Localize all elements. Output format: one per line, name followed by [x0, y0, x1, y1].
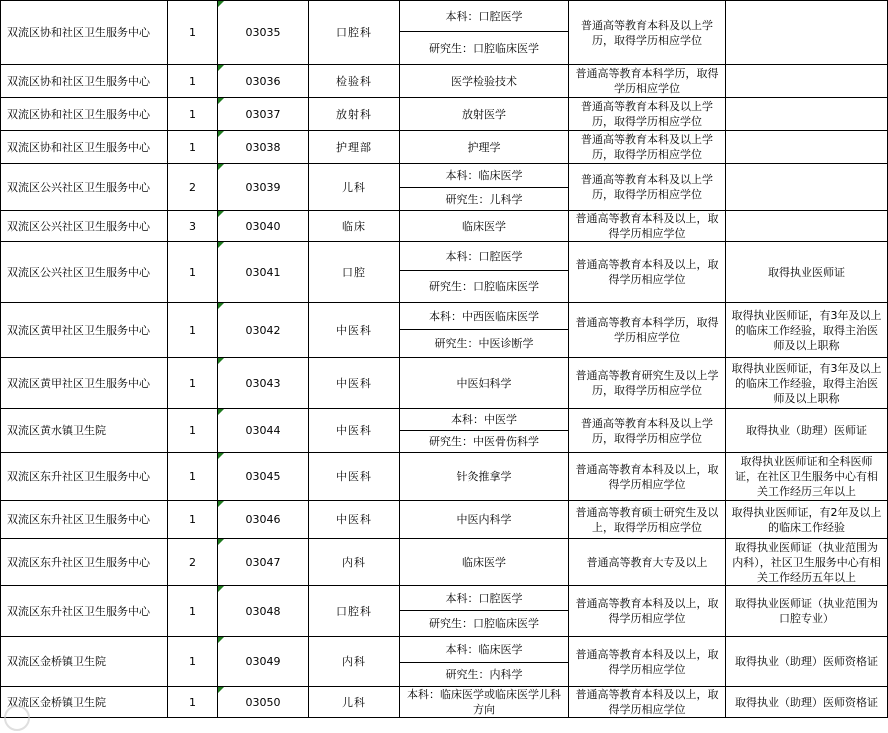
table-row	[1, 131, 888, 164]
count-cell[interactable]: 2	[168, 539, 218, 586]
conditions-cell[interactable]: 取得执业医师证，有3年及以上的临床工作经验，取得主治医师及以上职称	[726, 303, 888, 358]
department-cell[interactable]: 口腔科	[309, 586, 400, 637]
table-row	[1, 98, 888, 131]
major-cell[interactable]: 放射医学	[400, 98, 569, 131]
education-cell[interactable]: 普通高等教育本科及以上，取得学历相应学位	[569, 453, 726, 501]
unit-cell[interactable]: 双流区协和社区卫生服务中心	[1, 65, 168, 98]
unit-cell[interactable]: 双流区金桥镇卫生院	[1, 687, 168, 718]
major-cell[interactable]: 临床医学	[400, 211, 569, 242]
count-cell[interactable]: 1	[168, 586, 218, 637]
code-cell[interactable]: 03036	[218, 65, 309, 98]
code-cell[interactable]: 03038	[218, 131, 309, 164]
code-cell[interactable]: 03041	[218, 242, 309, 303]
education-cell[interactable]: 普通高等教育本科及以上学历，取得学历相应学位	[569, 131, 726, 164]
count-cell[interactable]: 1	[168, 1, 218, 65]
major-cell[interactable]: 研究生：口腔临床医学	[400, 611, 569, 637]
education-cell[interactable]: 普通高等教育本科及以上学历，取得学历相应学位	[569, 164, 726, 211]
count-cell[interactable]: 1	[168, 303, 218, 358]
table-row	[1, 164, 888, 188]
education-cell[interactable]: 普通高等教育本科学历，取得学历相应学位	[569, 303, 726, 358]
unit-cell[interactable]: 双流区黄甲社区卫生服务中心	[1, 358, 168, 409]
conditions-cell[interactable]: 取得执业（助理）医师证	[726, 409, 888, 453]
education-cell[interactable]: 普通高等教育本科及以上，取得学历相应学位	[569, 586, 726, 637]
department-cell[interactable]: 中医科	[309, 501, 400, 539]
department-cell[interactable]: 内科	[309, 539, 400, 586]
table-row	[1, 211, 888, 242]
unit-cell[interactable]: 双流区协和社区卫生服务中心	[1, 1, 168, 65]
department-cell[interactable]: 儿科	[309, 164, 400, 211]
code-cell[interactable]: 03046	[218, 501, 309, 539]
department-cell[interactable]: 内科	[309, 637, 400, 687]
unit-cell[interactable]: 双流区公兴社区卫生服务中心	[1, 242, 168, 303]
code-cell[interactable]: 03047	[218, 539, 309, 586]
education-cell[interactable]: 普通高等教育本科及以上，取得学历相应学位	[569, 242, 726, 303]
department-cell[interactable]: 口腔	[309, 242, 400, 303]
code-cell[interactable]: 03044	[218, 409, 309, 453]
department-cell[interactable]: 中医科	[309, 453, 400, 501]
conditions-cell[interactable]: 取得执业（助理）医师资格证	[726, 637, 888, 687]
table-row	[1, 358, 888, 409]
education-cell[interactable]: 普通高等教育本科及以上学历，取得学历相应学位	[569, 1, 726, 65]
count-cell[interactable]: 1	[168, 131, 218, 164]
unit-cell[interactable]: 双流区公兴社区卫生服务中心	[1, 164, 168, 211]
conditions-cell[interactable]: 取得执业医师证（执业范围为内科），社区卫生服务中心有相关工作经历五年以上	[726, 539, 888, 586]
department-cell[interactable]: 放射科	[309, 98, 400, 131]
conditions-cell[interactable]	[726, 131, 888, 164]
count-cell[interactable]: 1	[168, 242, 218, 303]
major-cell[interactable]: 研究生：中医诊断学	[400, 330, 569, 358]
education-cell[interactable]: 普通高等教育大专及以上	[569, 539, 726, 586]
unit-cell[interactable]: 双流区东升社区卫生服务中心	[1, 501, 168, 539]
count-cell[interactable]: 1	[168, 687, 218, 718]
major-cell[interactable]: 研究生：中医骨伤科学	[400, 431, 569, 453]
code-cell[interactable]: 03049	[218, 637, 309, 687]
conditions-cell[interactable]	[726, 98, 888, 131]
department-cell[interactable]: 中医科	[309, 358, 400, 409]
table-row	[1, 687, 888, 718]
conditions-cell[interactable]	[726, 164, 888, 211]
department-cell[interactable]: 护理部	[309, 131, 400, 164]
code-cell[interactable]: 03050	[218, 687, 309, 718]
table-row	[1, 586, 888, 611]
major-cell[interactable]: 本科：口腔医学	[400, 242, 569, 271]
major-cell[interactable]: 中医妇科学	[400, 358, 569, 409]
conditions-cell[interactable]	[726, 1, 888, 65]
code-cell[interactable]: 03048	[218, 586, 309, 637]
major-cell[interactable]: 研究生：儿科学	[400, 188, 569, 211]
department-cell[interactable]: 口腔科	[309, 1, 400, 65]
major-cell[interactable]: 本科：临床医学	[400, 637, 569, 663]
unit-cell[interactable]: 双流区东升社区卫生服务中心	[1, 539, 168, 586]
table-row	[1, 453, 888, 501]
code-cell[interactable]: 03045	[218, 453, 309, 501]
unit-cell[interactable]: 双流区协和社区卫生服务中心	[1, 98, 168, 131]
count-cell[interactable]: 1	[168, 98, 218, 131]
count-cell[interactable]: 3	[168, 211, 218, 242]
major-cell[interactable]: 中医内科学	[400, 501, 569, 539]
education-cell[interactable]: 普通高等教育研究生及以上学历，取得学历相应学位	[569, 358, 726, 409]
code-cell[interactable]: 03042	[218, 303, 309, 358]
education-cell[interactable]: 普通高等教育本科及以上学历，取得学历相应学位	[569, 409, 726, 453]
table-row	[1, 409, 888, 431]
major-cell[interactable]: 临床医学	[400, 539, 569, 586]
major-cell[interactable]: 针灸推拿学	[400, 453, 569, 501]
conditions-cell[interactable]	[726, 211, 888, 242]
code-cell[interactable]: 03039	[218, 164, 309, 211]
major-cell[interactable]: 研究生：口腔临床医学	[400, 32, 569, 65]
major-cell[interactable]: 本科：中医学	[400, 409, 569, 431]
table-row	[1, 501, 888, 539]
table-row	[1, 242, 888, 271]
conditions-cell[interactable]: 取得执业医师证，有3年及以上的临床工作经验，取得主治医师及以上职称	[726, 358, 888, 409]
conditions-cell[interactable]: 取得执业（助理）医师资格证	[726, 687, 888, 718]
major-cell[interactable]: 本科：口腔医学	[400, 586, 569, 611]
code-cell[interactable]: 03040	[218, 211, 309, 242]
unit-cell[interactable]: 双流区东升社区卫生服务中心	[1, 586, 168, 637]
code-cell[interactable]: 03037	[218, 98, 309, 131]
education-cell[interactable]: 普通高等教育硕士研究生及以上，取得学历相应学位	[569, 501, 726, 539]
education-cell[interactable]: 普通高等教育本科及以上，取得学历相应学位	[569, 211, 726, 242]
conditions-cell[interactable]: 取得执业医师证（执业范围为口腔专业）	[726, 586, 888, 637]
department-cell[interactable]: 中医科	[309, 303, 400, 358]
major-cell[interactable]: 医学检验技术	[400, 65, 569, 98]
watermark-logo-icon	[4, 705, 30, 731]
count-cell[interactable]: 1	[168, 409, 218, 453]
conditions-cell[interactable]: 取得执业医师证，有2年及以上的临床工作经验	[726, 501, 888, 539]
count-cell[interactable]: 1	[168, 65, 218, 98]
table-row	[1, 539, 888, 586]
table-body	[1, 1, 888, 718]
education-cell[interactable]: 普通高等教育本科及以上，取得学历相应学位	[569, 637, 726, 687]
count-cell[interactable]: 1	[168, 501, 218, 539]
major-cell[interactable]: 研究生：内科学	[400, 663, 569, 687]
education-cell[interactable]: 普通高等教育本科学历，取得学历相应学位	[569, 65, 726, 98]
major-cell[interactable]: 本科：口腔医学	[400, 1, 569, 32]
department-cell[interactable]: 儿科	[309, 687, 400, 718]
unit-cell[interactable]: 双流区协和社区卫生服务中心	[1, 131, 168, 164]
major-cell[interactable]: 研究生：口腔临床医学	[400, 271, 569, 303]
count-cell[interactable]: 1	[168, 358, 218, 409]
unit-cell[interactable]: 双流区公兴社区卫生服务中心	[1, 211, 168, 242]
conditions-cell[interactable]: 取得执业医师证和全科医师证，在社区卫生服务中心有相关工作经历三年以上	[726, 453, 888, 501]
education-cell[interactable]: 普通高等教育本科及以上，取得学历相应学位	[569, 687, 726, 718]
table-row	[1, 1, 888, 32]
code-cell[interactable]: 03035	[218, 1, 309, 65]
major-cell[interactable]: 本科：临床医学	[400, 164, 569, 188]
count-cell[interactable]: 1	[168, 637, 218, 687]
table-row	[1, 637, 888, 663]
department-cell[interactable]: 临床	[309, 211, 400, 242]
unit-cell[interactable]: 双流区黄甲社区卫生服务中心	[1, 303, 168, 358]
department-cell[interactable]: 中医科	[309, 409, 400, 453]
code-cell[interactable]: 03043	[218, 358, 309, 409]
table-row	[1, 65, 888, 98]
conditions-cell[interactable]	[726, 65, 888, 98]
major-cell[interactable]: 本科：临床医学或临床医学儿科方向	[400, 687, 569, 718]
major-cell[interactable]: 护理学	[400, 131, 569, 164]
conditions-cell[interactable]: 取得执业医师证	[726, 242, 888, 303]
count-cell[interactable]: 2	[168, 164, 218, 211]
table-row	[1, 303, 888, 330]
education-cell[interactable]: 普通高等教育本科及以上学历，取得学历相应学位	[569, 98, 726, 131]
department-cell[interactable]: 检验科	[309, 65, 400, 98]
unit-cell[interactable]: 双流区东升社区卫生服务中心	[1, 453, 168, 501]
major-cell[interactable]: 本科：中西医临床医学	[400, 303, 569, 330]
unit-cell[interactable]: 双流区黄水镇卫生院	[1, 409, 168, 453]
unit-cell[interactable]: 双流区金桥镇卫生院	[1, 637, 168, 687]
count-cell[interactable]: 1	[168, 453, 218, 501]
